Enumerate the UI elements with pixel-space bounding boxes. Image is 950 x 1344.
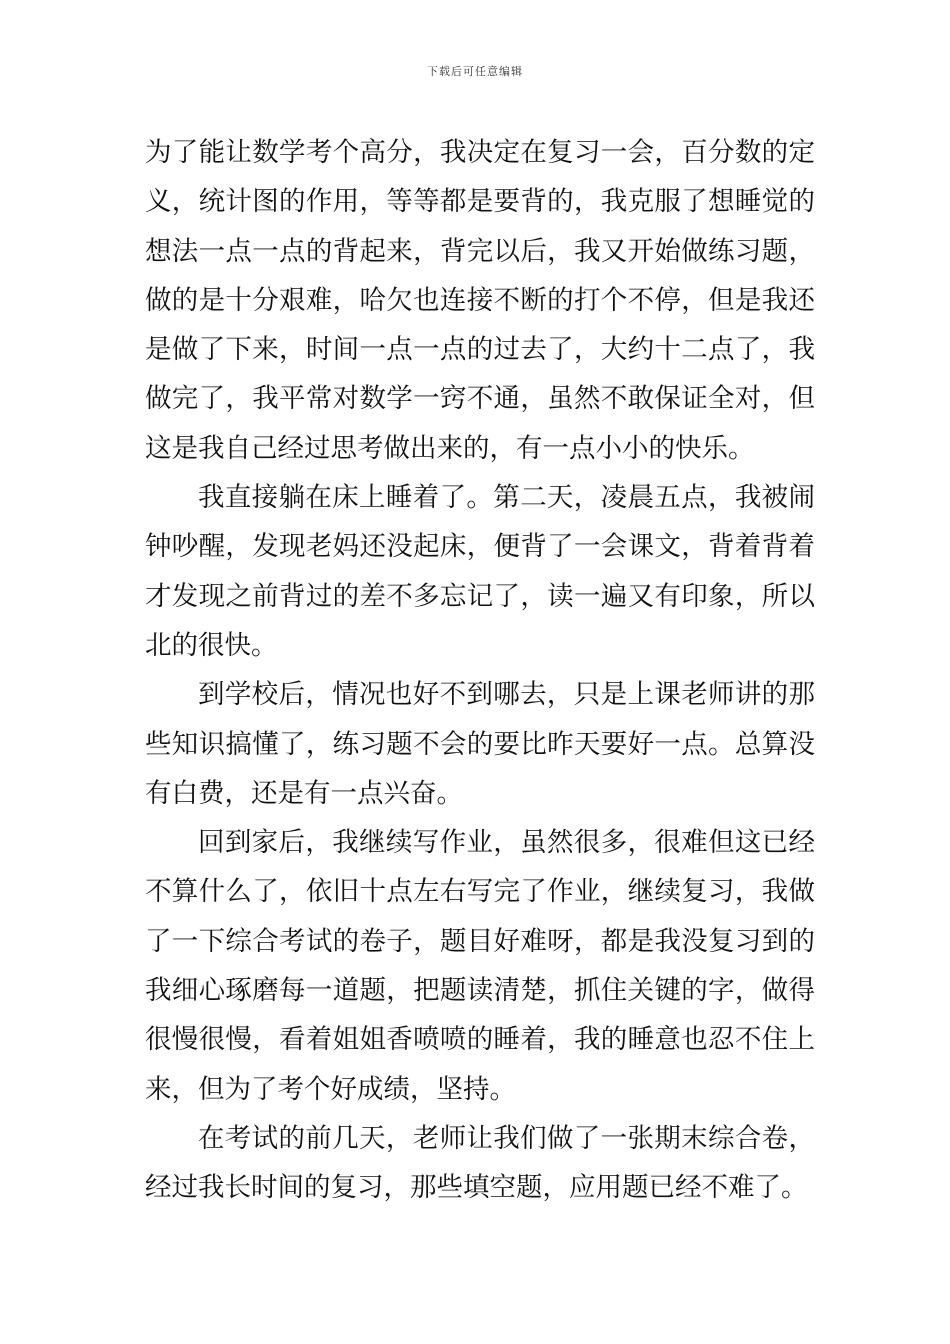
text-line: 做的是十分艰难，哈欠也连接不断的打个不停，但是我还: [145, 284, 815, 316]
page-header: 下载后可任意编辑: [427, 65, 523, 78]
text-line: 来，但为了考个好成绩，坚持。: [145, 1073, 516, 1105]
text-line: 我直接躺在床上睡着了。第二天，凌晨五点，我被闹: [198, 482, 815, 514]
text-line: 义，统计图的作用，等等都是要背的，我克服了想睡觉的: [145, 186, 815, 218]
paragraph: [145, 473, 815, 670]
text-line: 做完了，我平常对数学一窍不通，虽然不敢保证全对，但: [145, 383, 815, 415]
paragraph: [145, 818, 815, 1114]
text-line: 很慢很慢，看着姐姐香喷喷的睡着，我的睡意也忍不住上: [145, 1024, 815, 1056]
text-line: 想法一点一点的背起来，背完以后，我又开始做练习题，: [145, 235, 815, 267]
text-line: 了一下综合考试的卷子，题目好难呀，都是我没复习到的: [145, 925, 815, 957]
paragraph: [145, 1114, 815, 1213]
text-line: 不算什么了，依旧十点左右写完了作业，继续复习，我做: [145, 876, 815, 908]
text-line: 回到家后，我继续写作业，虽然很多，很难但这已经: [198, 827, 815, 859]
text-line: 在考试的前几天，老师让我们做了一张期末综合卷，: [198, 1122, 815, 1154]
text-line: 有白费，还是有一点兴奋。: [145, 777, 463, 809]
text-line: 钟吵醒，发现老妈还没起床，便背了一会课文，背着背着: [145, 531, 815, 563]
paragraph: [145, 128, 815, 473]
text-line: 这是我自己经过思考做出来的，有一点小小的快乐。: [145, 432, 755, 464]
text-line: 到学校后，情况也好不到哪去，只是上课老师讲的那: [198, 679, 815, 711]
text-line: 才发现之前背过的差不多忘记了，读一遍又有印象，所以: [145, 580, 815, 612]
text-line: 北的很快。: [145, 629, 278, 661]
text-line: 我细心琢磨每一道题，把题读清楚，抓住关键的字，做得: [145, 975, 815, 1007]
paragraph: [145, 670, 815, 818]
text-line: 为了能让数学考个高分，我决定在复习一会，百分数的定: [145, 137, 815, 168]
text-line: 经过我长时间的复习，那些填空题，应用题已经不难了。: [145, 1172, 808, 1204]
text-line: 是做了下来，时间一点一点的过去了，大约十二点了，我: [145, 334, 815, 366]
text-line: 些知识搞懂了，练习题不会的要比昨天要好一点。总算没: [145, 728, 815, 760]
document-body: [145, 128, 815, 1213]
